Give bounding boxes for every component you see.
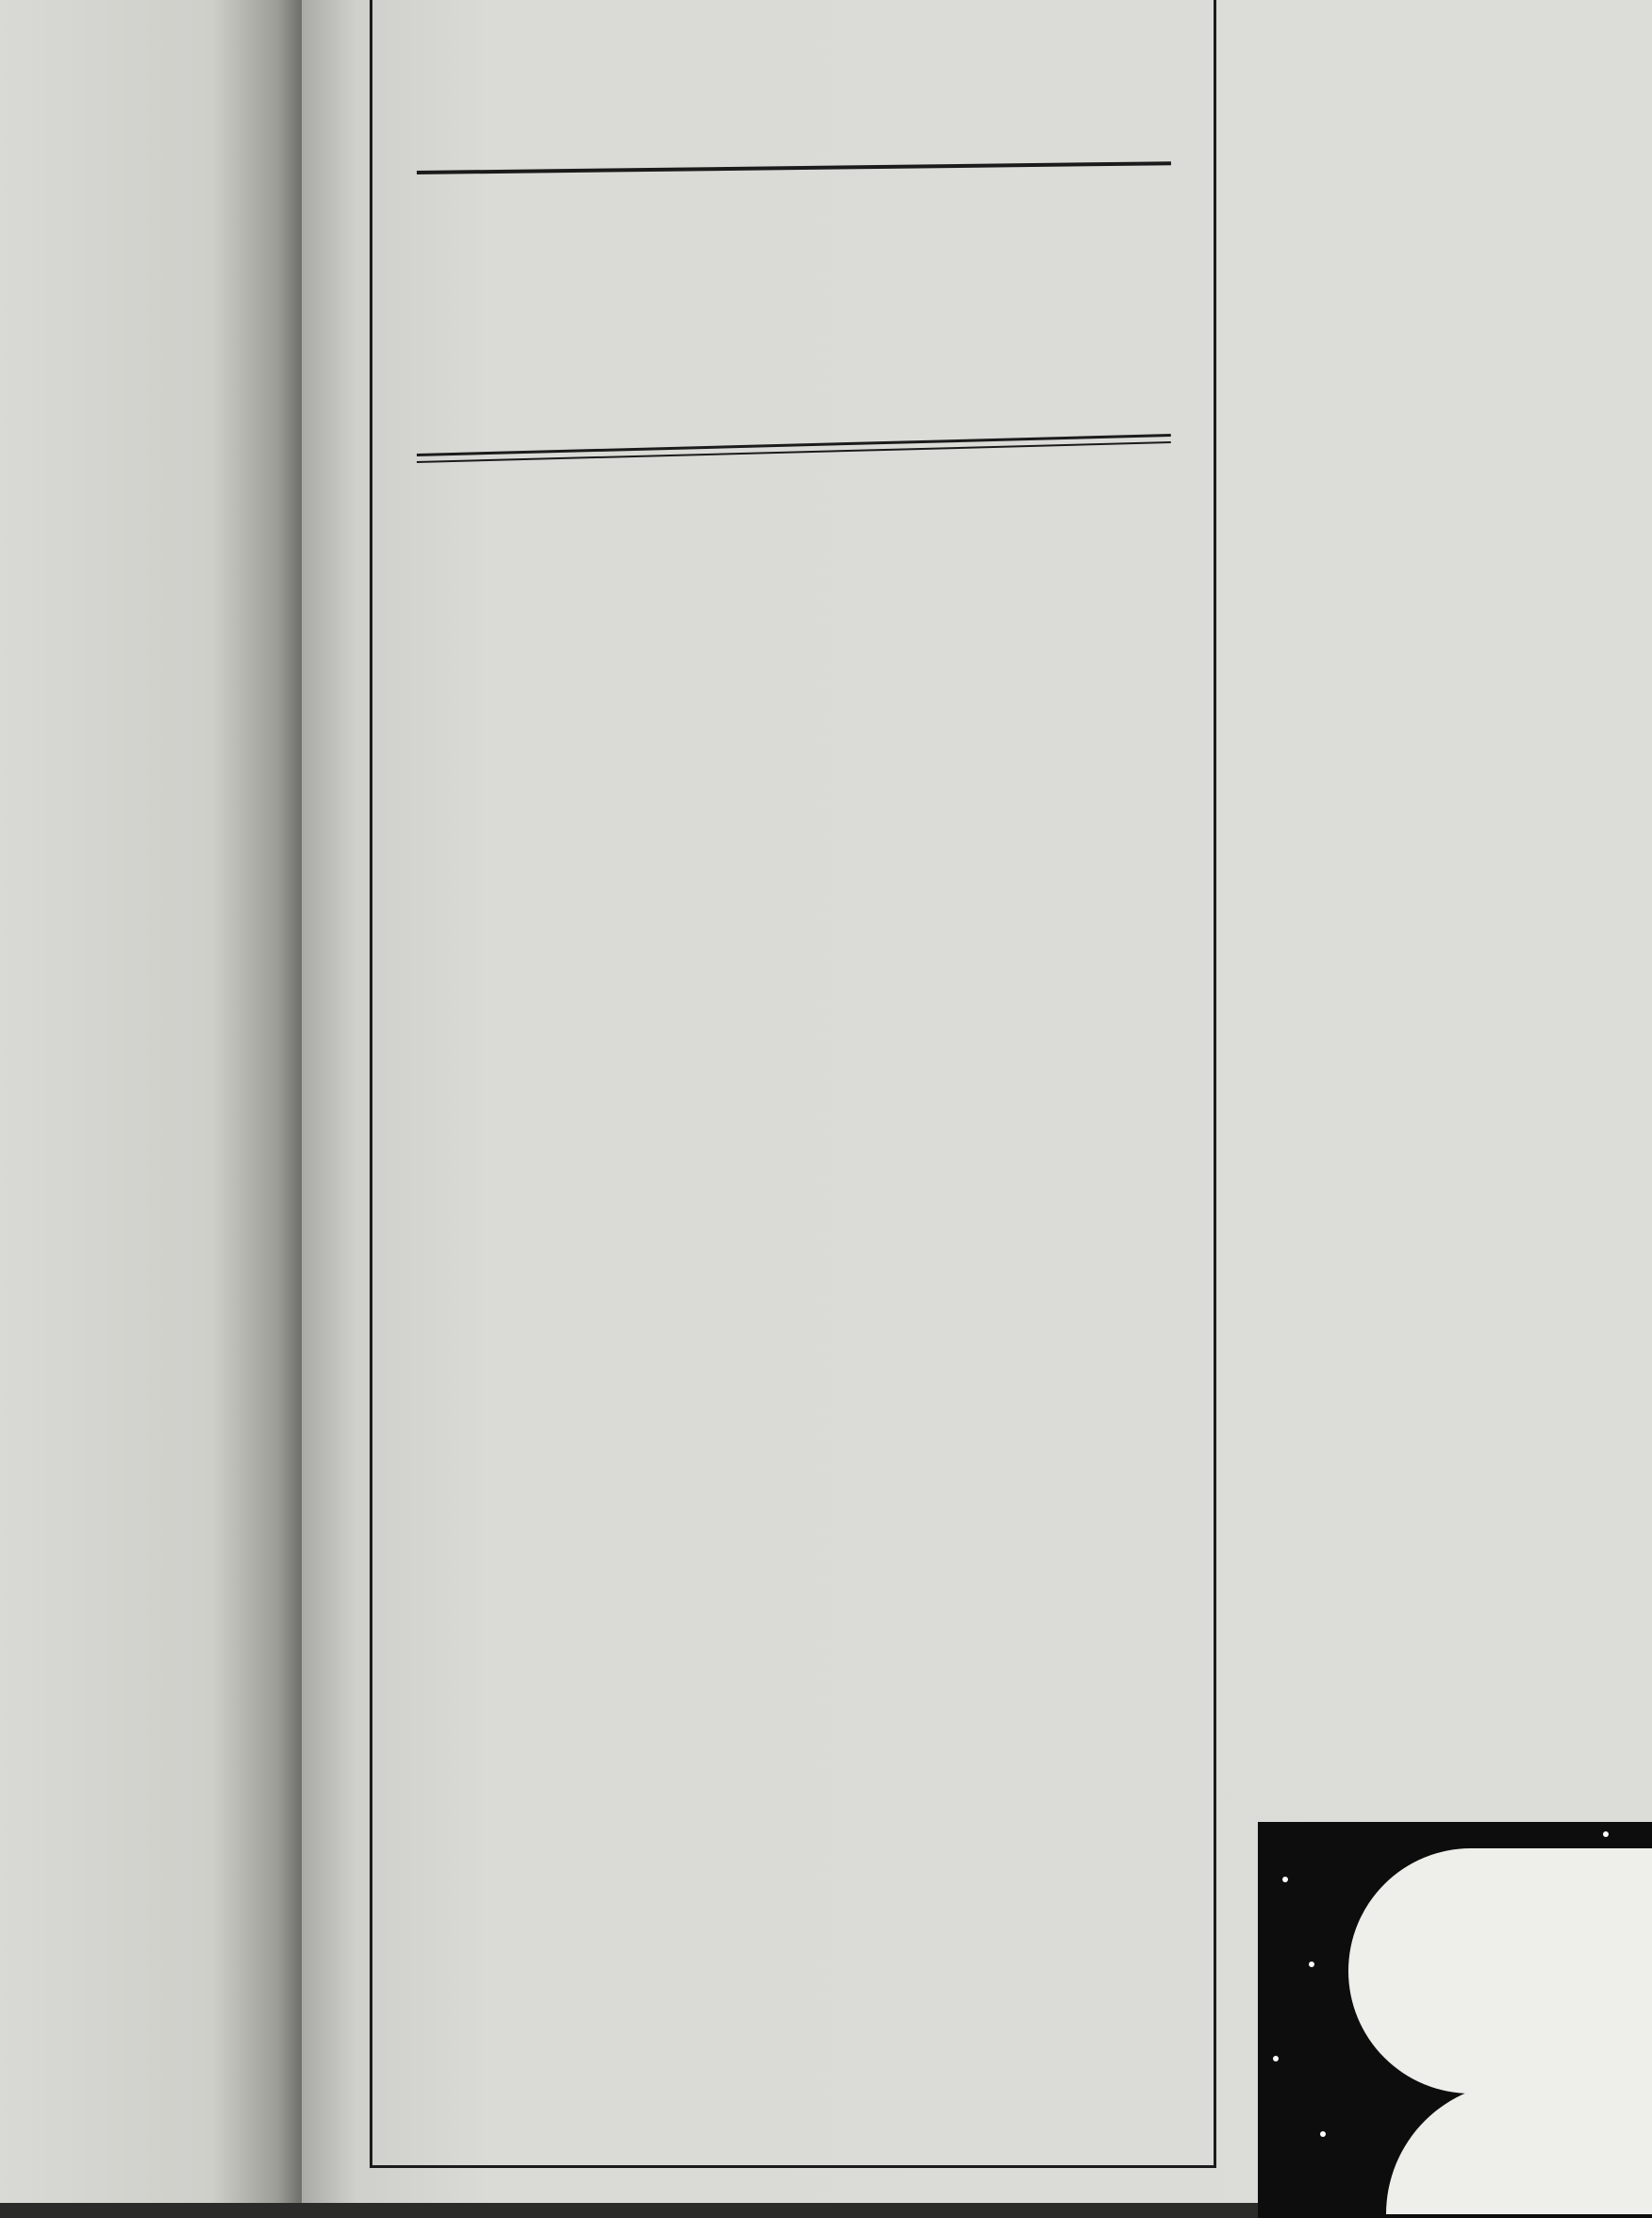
star-dot	[1320, 2131, 1326, 2137]
star-dot	[1603, 1831, 1609, 1837]
star-dot	[1282, 1877, 1288, 1882]
left-page	[0, 0, 302, 2203]
star-dot	[1273, 2056, 1279, 2061]
speech-bubble-top	[1348, 1848, 1652, 2094]
star-dot	[1309, 1961, 1314, 1967]
